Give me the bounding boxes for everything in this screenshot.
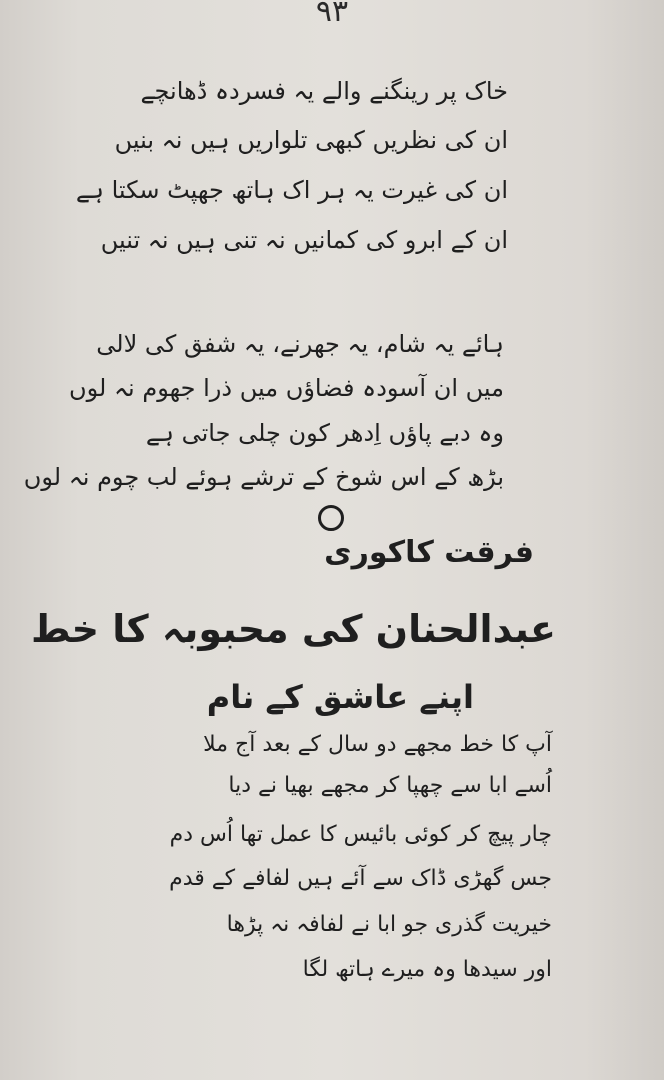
poem-one-line-4: ان کے ابرو کی کمانیں نہ تنی ہیں نہ تنیں bbox=[100, 226, 508, 254]
poem-subtitle: اپنے عاشق کے نام bbox=[206, 678, 474, 716]
poem-two-line-4: بڑھ کے اس شوخ کے ترشے ہوئے لب چوم نہ لوں bbox=[23, 463, 504, 491]
letter-line-2: اُسے ابا سے چھپا کر مجھے بھیا نے دیا bbox=[228, 773, 552, 798]
letter-line-3: چار پیچ کر کوئی بائیس کا عمل تھا اُس دم bbox=[169, 822, 552, 847]
poem-title: عبدالحنان کی محبوبہ کا خط bbox=[30, 607, 556, 651]
section-separator-circle bbox=[318, 505, 344, 531]
poem-two-line-1: ہائے یہ شام، یہ جھرنے، یہ شفق کی لالی bbox=[96, 330, 504, 358]
letter-line-1: آپ کا خط مجھے دو سال کے بعد آج ملا bbox=[203, 732, 552, 757]
poem-two-line-3: وہ دبے پاؤں اِدھر کون چلی جاتی ہے bbox=[145, 419, 504, 447]
letter-line-5: خیریت گذری جو ابا نے لفافہ نہ پڑھا bbox=[226, 912, 552, 937]
letter-line-4: جس گھڑی ڈاک سے آئے ہیں لفافے کے قدم bbox=[169, 866, 552, 891]
poem-one-line-3: ان کی غیرت یہ ہر اک ہاتھ جھپٹ سکتا ہے bbox=[75, 176, 508, 204]
poem-one-line-1: خاک پر رینگنے والے یہ فسردہ ڈھانچے bbox=[140, 77, 508, 105]
poem-one-line-2: ان کی نظریں کبھی تلواریں ہیں نہ بنیں bbox=[114, 126, 508, 154]
poet-name: فرقت کاکوری bbox=[324, 535, 534, 570]
letter-line-6: اور سیدھا وہ میرے ہاتھ لگا bbox=[302, 957, 552, 982]
page-number: ۹۳ bbox=[315, 0, 349, 29]
poem-two-line-2: میں ان آسودہ فضاؤں میں ذرا جھوم نہ لوں bbox=[69, 374, 504, 402]
